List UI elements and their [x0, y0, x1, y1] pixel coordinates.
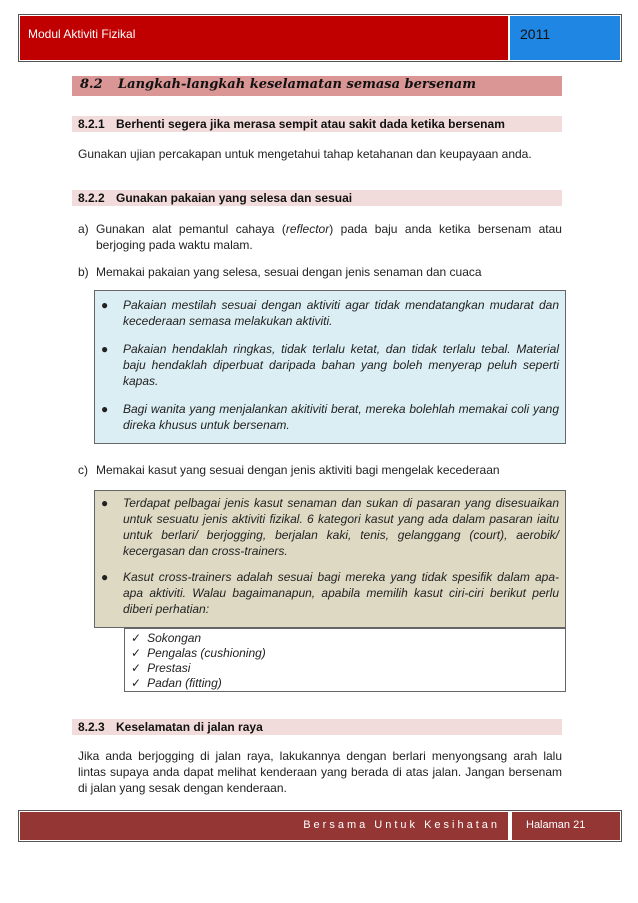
header-title-bar — [20, 16, 508, 60]
shoe-tips-box: ● Terdapat pelbagai jenis kasut senaman dan sukan di pasaran yang disesuaikan untuk sesuatu jenis aktiviti fizikal. 6 kategori kasut yang ada dalam pasaran iaitu untuk berlari/ berjogging, berjalan kaki, tenis, gelanggang (court), aerobik/ kecergasan dan cross-trainers. ● Kasut cross-trainers adalah sesuai bagi mereka yang tidak spesifik dalam apa-apa aktiviti. Walau bagaimanapun, apabila memilih kasut ciri-ciri berikut perlu diberi perhatian: — [94, 490, 566, 628]
checkmark-icon: ✓ — [131, 646, 142, 660]
list-text: Memakai pakaian yang selesa, sesuai dengan jenis senaman dan cuaca — [96, 265, 482, 279]
subsection-title: Gunakan pakaian yang selesa dan sesuai — [116, 191, 353, 205]
list-label: b) — [78, 265, 89, 279]
checkmark-icon: ✓ — [131, 661, 142, 675]
subsection-heading-8-2-1 — [72, 116, 562, 132]
bullet-icon: ● — [101, 342, 109, 356]
subsection-number: 8.2.1 — [78, 117, 105, 131]
header-year-bar — [510, 16, 620, 60]
module-year: 2011 — [520, 26, 551, 42]
section-title: Langkah-langkah keselamatan semasa bersenam — [118, 77, 476, 92]
shoe-checklist-box — [124, 628, 566, 692]
subsection-title: Berhenti segera jika merasa sempit atau sakit dada ketika bersenam — [116, 117, 505, 131]
paragraph-8-2-1: Gunakan ujian percakapan untuk mengetahui tahap ketahanan dan keupayaan anda. — [78, 147, 532, 161]
subsection-number: 8.2.2 — [78, 191, 105, 205]
checkmark-icon: ✓ — [131, 676, 142, 690]
checklist-item: ✓ Padan (fitting) — [131, 676, 222, 690]
footer-page-bar — [512, 812, 620, 840]
list-text: Gunakan alat pemantul cahaya (reflector) pada baju anda ketika bersenam atau berjoging pada waktu malam. — [96, 222, 562, 252]
subsection-number: 8.2.3 — [78, 720, 105, 734]
module-title: Modul Aktiviti Fizikal — [28, 27, 136, 41]
paragraph-8-2-3: Jika anda berjogging di jalan raya, lakukannya dengan berlari menyongsang arah lalu lintas supaya anda dapat melihat kenderaan yang berada di atas jalan. Jangan bersenam di jalan yang sesak dengan kenderaan. — [78, 749, 562, 795]
list-label: c) — [78, 463, 88, 477]
bullet-icon: ● — [101, 298, 109, 312]
bullet-icon: ● — [101, 402, 109, 416]
list-label: a) — [78, 222, 89, 236]
bullet-icon: ● — [101, 496, 109, 510]
checklist-item: ✓ Pengalas (cushioning) — [131, 646, 266, 660]
checkmark-icon: ✓ — [131, 631, 142, 645]
subsection-heading-8-2-2 — [72, 190, 562, 206]
bullet-icon: ● — [101, 570, 109, 584]
section-heading-8-2 — [72, 76, 562, 96]
checklist-item: ✓ Sokongan — [131, 631, 202, 645]
footer-slogan: Bersama Untuk Kesihatan — [303, 819, 500, 831]
subsection-heading-8-2-3 — [72, 719, 562, 735]
page-number: Halaman 21 — [526, 819, 586, 831]
list-text: Memakai kasut yang sesuai dengan jenis aktiviti bagi mengelak kecederaan — [96, 463, 500, 477]
checklist-item: ✓ Prestasi — [131, 661, 191, 675]
clothing-tips-box: ● Pakaian mestilah sesuai dengan aktiviti agar tidak mendatangkan mudarat dan kecederaan semasa melakukan aktiviti. ● Pakaian hendaklah ringkas, tidak terlalu ketat, dan tidak terlalu tebal. Material baju hendaklah diperbuat daripada bahan yang boleh menyerap peluh seperti kapas. ● Bagi wanita yang menjalankan akitiviti berat, mereka bolehlah memakai coli yang direka khusus untuk bersenam. — [94, 290, 566, 444]
footer-slogan-bar — [20, 812, 508, 840]
subsection-title: Keselamatan di jalan raya — [116, 720, 263, 734]
section-number: 8.2 — [80, 77, 103, 92]
